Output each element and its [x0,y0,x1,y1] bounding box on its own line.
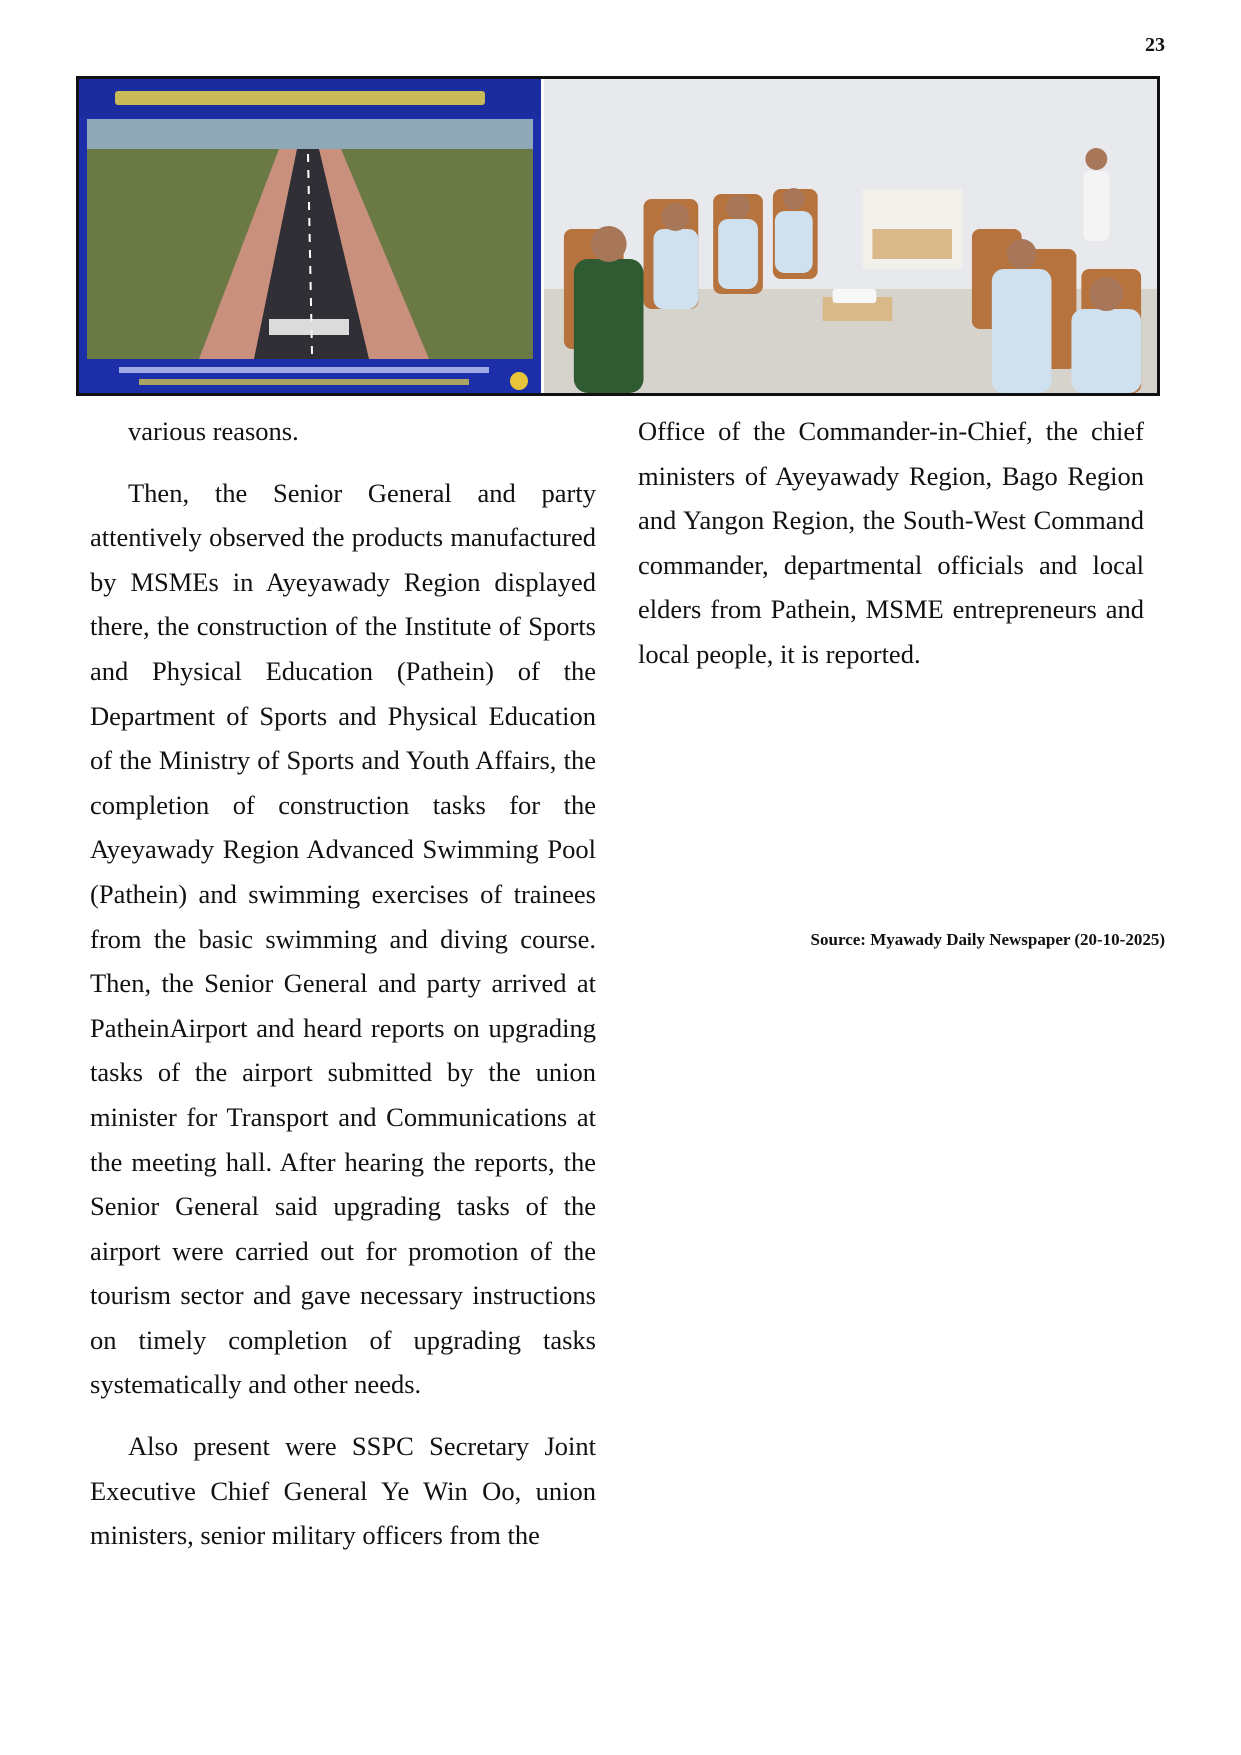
article-left-column [90,409,596,1558]
source-credit: Source: Myawady Daily Newspaper (20-10-2025) [810,930,1165,949]
article-paragraph: various reasons. [128,416,299,446]
photo-banner [76,76,1160,396]
article-right-column [638,409,1144,677]
meeting-illustration [544,79,1157,393]
meeting-hall-photo [541,79,1157,393]
article-paragraph: Then, the Senior General and party attentively observed the products manufactured by MSMEs in Ayeyawady Region displayed there, the construction of the Institute of Sports and Physical Education (Pathein) of the Department of Sports and Physical Education of the Ministry of Sports and Youth Affairs, the completion of construction tasks for the Ayeyawady Region Advanced Swimming Pool (Pathein) and swimming exercises of trainees from the basic swimming and diving course. Then, the Senior General and party arrived at PatheinAirport and heard reports on upgrading tasks of the airport submitted by the union minister for Transport and Communications at the meeting hall. After hearing the reports, the Senior General said upgrading tasks of the airport were carried out for promotion of the tourism sector and gave necessary instructions on timely completion of upgrading tasks systematically and other needs. [90,477,596,1400]
runway-illustration [79,79,541,393]
page-number: 23 [1145,34,1165,56]
article-paragraph: Also present were SSPC Secretary Joint Executive Chief General Ye Win Oo, union ministers, senior military officers from the [90,1431,596,1551]
airport-runway-photo [79,79,541,393]
article-paragraph: Office of the Commander-in-Chief, the chief ministers of Ayeyawady Region, Bago Region and Yangon Region, the South-West Command commander, departmental officials and local elders from Pathein, MSME entrepreneurs and local people, it is reported. [638,416,1144,669]
